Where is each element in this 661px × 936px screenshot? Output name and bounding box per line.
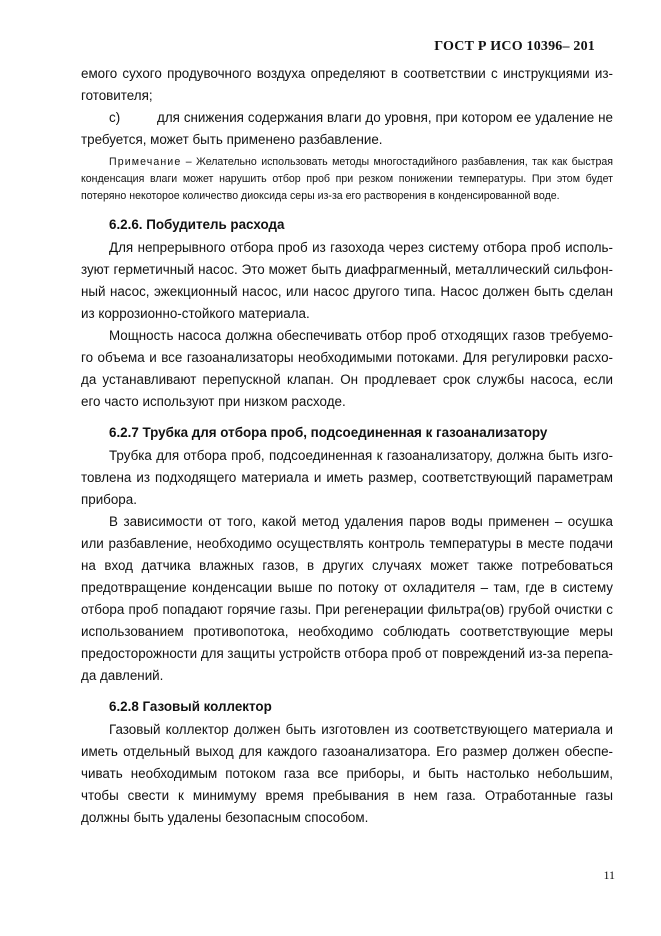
- note-label: Примечание: [109, 156, 182, 168]
- list-item-c-line-1: для снижения содержания влаги до уровня, при котором ее удаление не: [157, 110, 613, 125]
- section-heading-6-2-6: 6.2.6. Побудитель расхода: [109, 217, 285, 232]
- page-content: [81, 63, 613, 829]
- section-6-2-8-paragraph-1: Газовый коллектор должен быть изготовлен из соответствующего материала и иметь отдельный выход для каждого газоанализатора. Его размер должен обеспечивать необходимым потоком газа все приборы, и быть настолько небольшим, чтобы свести к минимуму время пребывания в нем газа. Отработанные газы должны быть удалены безопасным способом.: [81, 722, 613, 825]
- section-heading-6-2-7: 6.2.7 Трубка для отбора проб, подсоединенная к газоанализатору: [109, 425, 548, 440]
- list-item-c: [81, 107, 613, 129]
- document-header: ГОСТ Р ИСО 10396– 201: [434, 39, 595, 54]
- section-6-2-6-paragraph-2: Мощность насоса должна обеспечивать отбор проб отходящих газов требуемого объема и все газоанализаторы необходимыми потоками. Для регулировки расхода устанавливают перепускной клапан. Он продлевает срок службы насоса, если его часто используют при низком расходе.: [81, 328, 613, 409]
- section-6-2-7-paragraph-1: Трубка для отбора проб, подсоединенная к газоанализатору, должна быть изготовлена из подходящего материала и иметь размер, соответствующий параметрам прибора.: [81, 448, 613, 507]
- section-6-2-7-paragraph-2: В зависимости от того, какой метод удаления паров воды применен – осушка или разбавление, необходимо осуществлять контроль температуры в месте подачи на вход датчика влажных газов, в других случаях может также потребоваться предотвращение конденсации выше по потоку от охладителя – там, где в систему отбора проб попадают горячие газы. При регенерации фильтра(ов) грубой очистки с использованием противопотока, необходимо соблюдать соответствующие меры предосторожности для защиты устройств отбора проб от повреждений из-за перепада давлений.: [81, 514, 613, 683]
- intro-line-1: емого сухого продувочного воздуха определяют в соответствии с инструкциями из-: [81, 66, 613, 81]
- intro-line-2: готовителя;: [81, 88, 153, 103]
- page-number: 11: [603, 868, 615, 882]
- section-6-2-6-paragraph-1: Для непрерывного отбора проб из газохода через систему отбора проб используют герметичный насос. Это может быть диафрагменный, металлический сильфонный насос, эжекционный насос, или насос другого типа. Насос должен быть сделан из коррозионно-стойкого материала.: [81, 240, 613, 321]
- note-text: – Желательно использовать методы многостадийного разбавления, так как быстрая конденсация влаги может нарушить отбор проб при резком понижении температуры. При этом будет потеряно некоторое количество диоксида серы из-за его растворения в конденсированной воде.: [81, 156, 613, 202]
- list-item-letter: с): [109, 110, 121, 125]
- list-item-c-line-2: требуется, может быть применено разбавление.: [81, 132, 383, 147]
- note-paragraph: [81, 154, 613, 205]
- section-heading-6-2-8: 6.2.8 Газовый коллектор: [109, 699, 272, 714]
